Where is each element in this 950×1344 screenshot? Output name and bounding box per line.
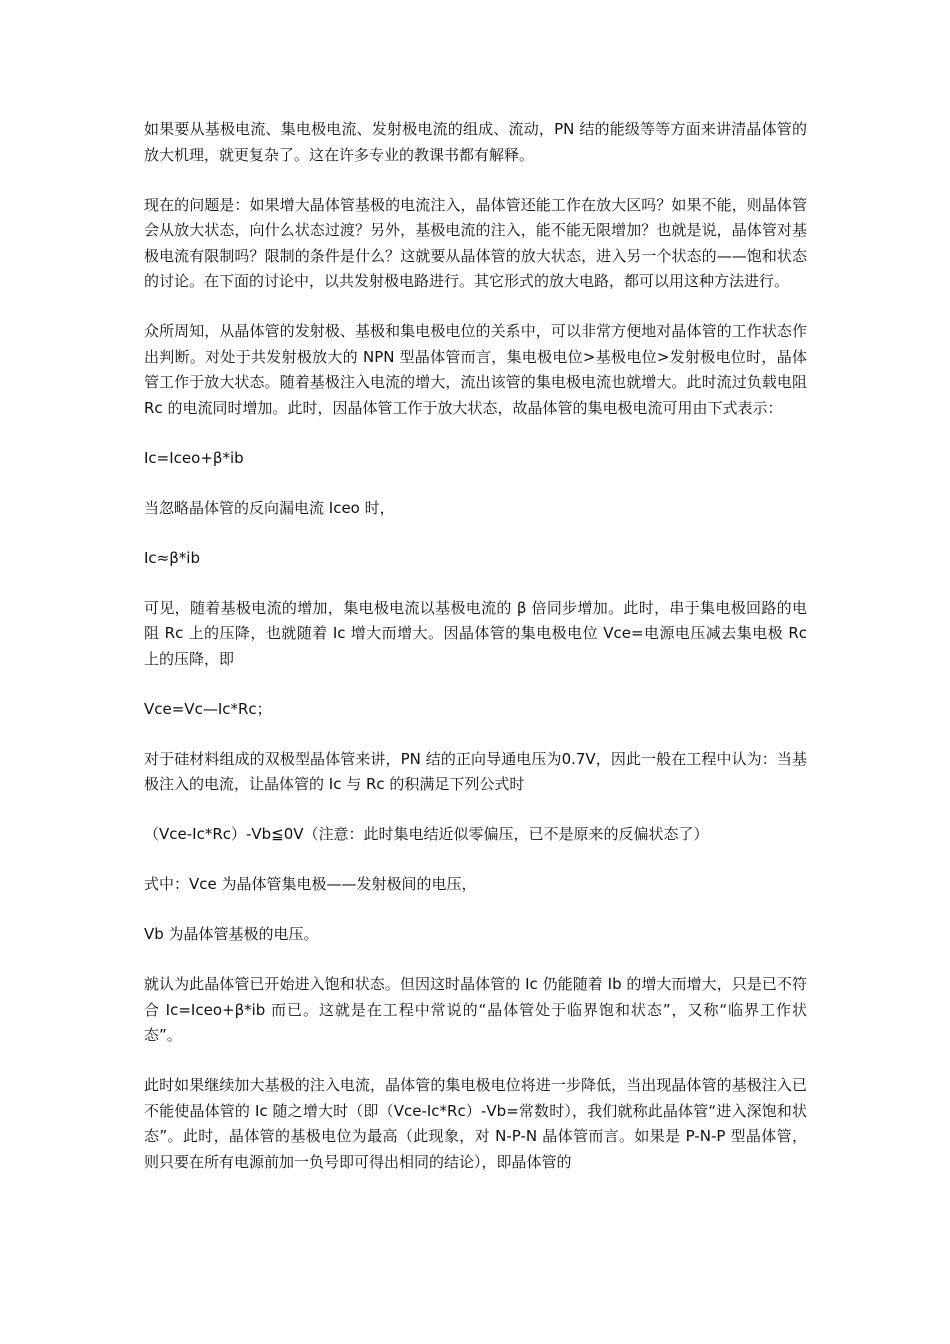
formula-vce: Vce=Vc—Ic*Rc；	[144, 699, 272, 718]
definition-vb: Vb 为晶体管基极的电压。	[144, 925, 319, 943]
paragraph-problem: 现在的问题是：如果增大晶体管基极的电流注入，晶体管还能工作在放大区吗？如果不能，则晶体管会从放大状态，向什么状态过渡？另外，基极电流的注入，能不能无限增加？也就是说，晶体管对基极电流有限制吗？限制的条件是什么？这就要从晶体管的放大状态，进入另一个状态的——饱和状态的讨论。在下面的讨论中，以共发射极电路进行。其它形式的放大电路，都可以用这种方法进行。	[144, 195, 807, 290]
definition-vce: 式中：Vce 为晶体管集电极——发射极间的电压，	[144, 875, 477, 893]
paragraph-critical-saturation: 就认为此晶体管已开始进入饱和状态。但因这时晶体管的 Ic 仍能随着 Ib 的增大而增大，只是已不符合 Ic=Iceo+β*ib 而已。这就是在工程中常说的“晶体管处于临界饱和状态”，又称“临界工作状态”。	[144, 975, 807, 1044]
paragraph-deep-saturation: 此时如果继续加大基极的注入电流，晶体管的集电极电位将进一步降低，当出现晶体管的基极注入已不能使晶体管的 Ic 随之增大时（即（Vce-Ic*Rc）-Vb=常数时），我们就称此晶体管“进入深饱和状态”。此时，晶体管的基极电位为最高（此现象，对 N-P-N 晶体管而言。如果是 P-N-P 型晶体管，则只要在所有电源前加一负号即可得出相同的结论），即晶体管的	[144, 1076, 807, 1171]
paragraph-intro: 如果要从基极电流、集电极电流、发射极电流的组成、流动，PN 结的能级等等方面来讲清晶体管的放大机理，就更复杂了。这在许多专业的教课书都有解释。	[144, 120, 807, 164]
paragraph-ignore-leakage: 当忽略晶体管的反向漏电流 Iceo 时，	[144, 498, 395, 517]
paragraph-potentials: 众所周知，从晶体管的发射极、基极和集电极电位的关系中，可以非常方便地对晶体管的工作状态作出判断。对处于共发射极放大的 NPN 型晶体管而言，集电极电位>基极电位>发射极电位时，晶体管工作于放大状态。随着基极注入电流的增大，流出该管的集电极电流也就增大。此时流过负载电阻 Rc 的电流同时增加。此时，因晶体管工作于放大状态，故晶体管的集电极电流可用由下式表示：	[144, 322, 807, 417]
formula-ic-approx: Ic≈β*ib	[144, 548, 201, 567]
paragraph-silicon: 对于硅材料组成的双极型晶体管来讲，PN 结的正向导通电压为0.7V，因此一般在工程中认为：当基极注入的电流，让晶体管的 Ic 与 Rc 的积满足下列公式时	[144, 749, 807, 793]
paragraph-voltage-drop: 可见，随着基极电流的增加，集电极电流以基极电流的 β 倍同步增加。此时，串于集电极回路的电阻 Rc 上的压降，也就随着 Ic 增大而增大。因晶体管的集电极电位 Vce=电源电压减去集电极 Rc 上的压降，即	[144, 598, 807, 668]
formula-saturation-condition: （Vce-Ic*Rc）-Vb≦0V（注意：此时集电结近似零偏压，已不是原来的反偏状态了）	[144, 825, 709, 843]
formula-ic-full: Ic=Iceo+β*ib	[144, 448, 244, 467]
